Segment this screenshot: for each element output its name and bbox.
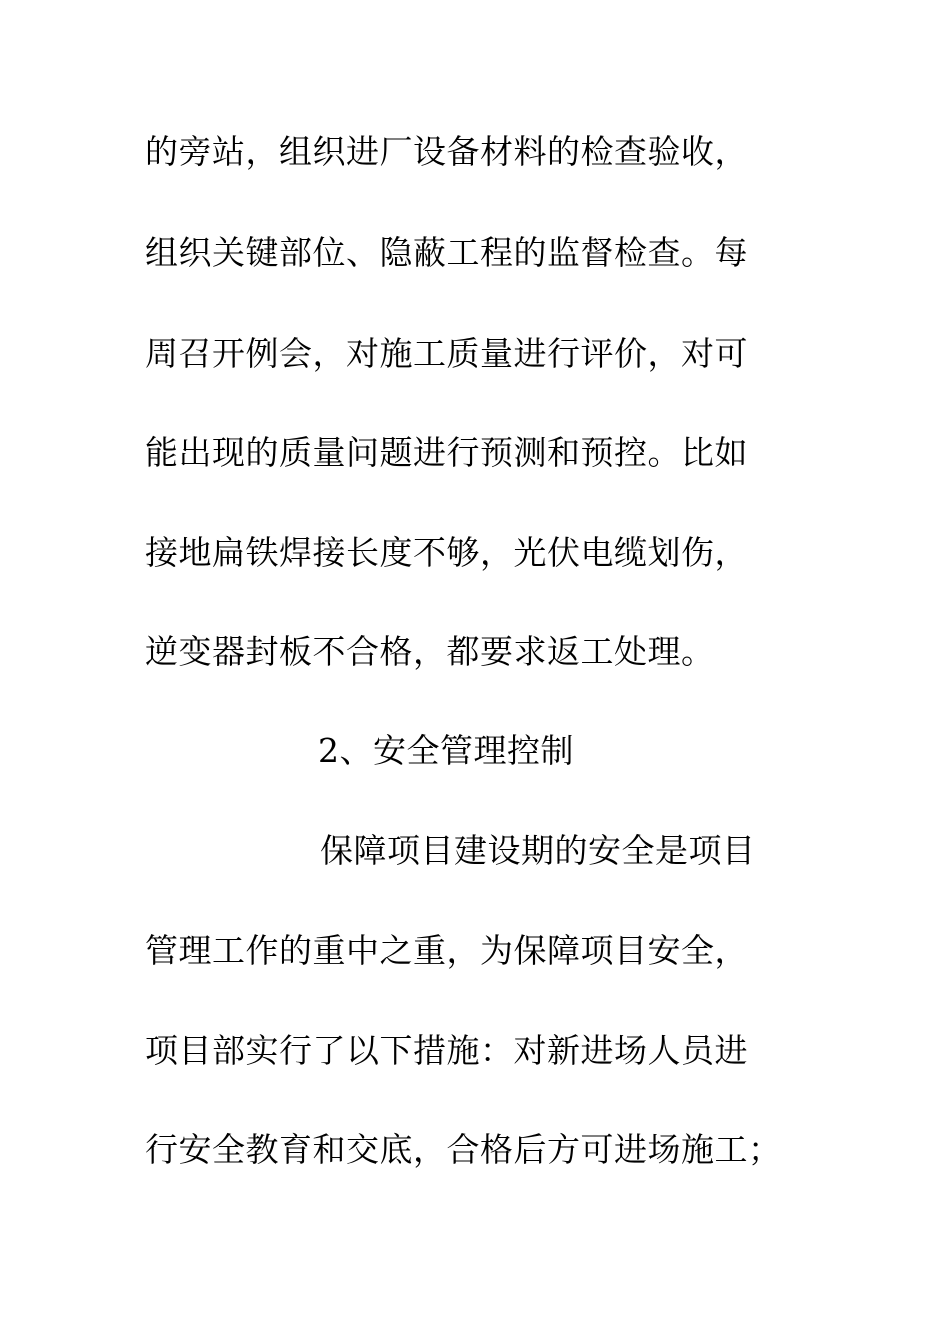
paragraph-line: 管理工作的重中之重，为保障项目安全， [145,931,748,970]
paragraph-line: 周召开例会，对施工质量进行评价，对可 [145,334,748,373]
paragraph-line: 接地扁铁焊接长度不够，光伏电缆划伤， [145,533,748,572]
section-heading: 2、安全管理控制 [318,731,574,770]
paragraph-line: 保障项目建设期的安全是项目 [320,831,756,870]
paragraph-line: 逆变器封板不合格，都要求返工处理。 [145,632,715,671]
paragraph-line: 项目部实行了以下措施：对新进场人员进 [145,1031,748,1070]
paragraph-line: 的旁站，组织进厂设备材料的检查验收， [145,132,748,171]
paragraph-line: 能出现的质量问题进行预测和预控。比如 [145,433,748,472]
paragraph-line: 行安全教育和交底，合格后方可进场施工； [145,1130,782,1169]
paragraph-line: 组织关键部位、隐蔽工程的监督检查。每 [145,233,748,272]
